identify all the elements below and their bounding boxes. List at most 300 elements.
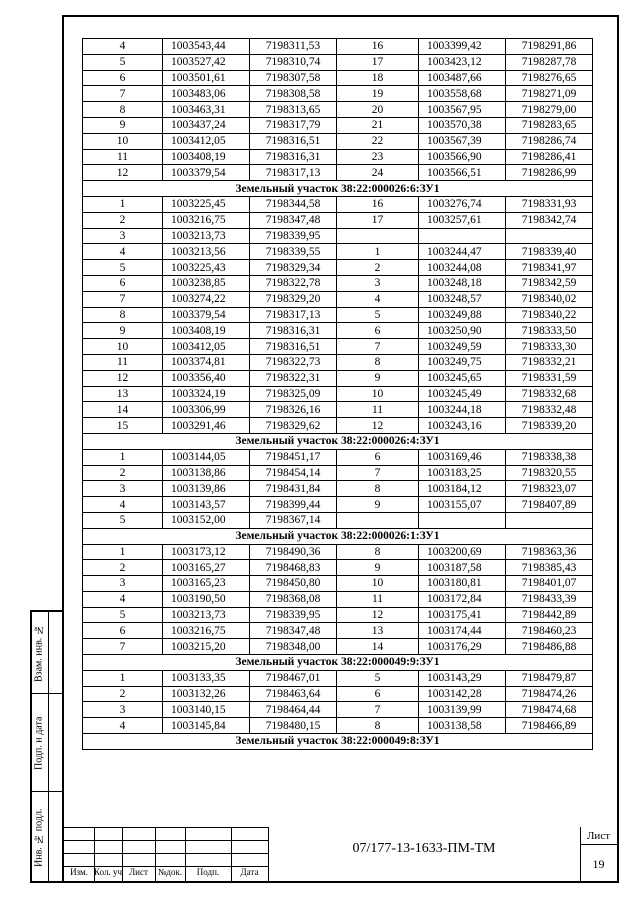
coord-y: 7198310,74 xyxy=(250,54,337,70)
coord-x: 1003216,75 xyxy=(163,623,250,639)
point-number: 1 xyxy=(83,544,163,560)
coord-x: 1003142,28 xyxy=(419,686,506,702)
point-number: 4 xyxy=(83,244,163,260)
table-row xyxy=(83,718,593,734)
side-label-replacement: Взам. инв. № xyxy=(33,624,45,682)
coord-x: 1003190,50 xyxy=(163,591,250,607)
coord-x: 1003138,86 xyxy=(163,465,250,481)
point-number: 10 xyxy=(83,339,163,355)
point-number: 5 xyxy=(337,307,419,323)
coord-x: 1003249,75 xyxy=(419,354,506,370)
point-number: 8 xyxy=(337,544,419,560)
coord-x: 1003175,41 xyxy=(419,607,506,623)
stamp-label-signature: Подп. xyxy=(196,867,220,877)
coord-y: 7198474,26 xyxy=(506,686,593,702)
table-row xyxy=(83,639,593,655)
point-number: 6 xyxy=(337,686,419,702)
coord-y: 7198287,78 xyxy=(506,54,593,70)
coord-y: 7198316,51 xyxy=(250,133,337,149)
coord-y: 7198342,74 xyxy=(506,212,593,228)
table-row xyxy=(83,323,593,339)
coord-x: 1003165,27 xyxy=(163,560,250,576)
coord-x xyxy=(419,228,506,244)
table-row xyxy=(83,370,593,386)
side-label-signature-date: Подп. и дата xyxy=(33,716,45,770)
coord-y: 7198399,44 xyxy=(250,497,337,513)
coord-x: 1003566,51 xyxy=(419,165,506,181)
table-row xyxy=(83,560,593,576)
point-number: 9 xyxy=(337,370,419,386)
coord-y: 7198329,20 xyxy=(250,291,337,307)
coord-x: 1003291,46 xyxy=(163,418,250,434)
point-number: 11 xyxy=(337,402,419,418)
coord-y: 7198332,48 xyxy=(506,402,593,418)
coord-y: 7198460,23 xyxy=(506,623,593,639)
point-number: 9 xyxy=(337,560,419,576)
coord-x: 1003213,73 xyxy=(163,607,250,623)
coord-x: 1003215,20 xyxy=(163,639,250,655)
table-row xyxy=(83,497,593,513)
table-row xyxy=(83,339,593,355)
point-number: 12 xyxy=(337,607,419,623)
point-number: 4 xyxy=(83,497,163,513)
coord-y: 7198317,13 xyxy=(250,165,337,181)
coord-x: 1003274,22 xyxy=(163,291,250,307)
coord-y: 7198333,50 xyxy=(506,323,593,339)
coord-x: 1003379,54 xyxy=(163,165,250,181)
section-header-row xyxy=(83,433,593,449)
point-number: 2 xyxy=(83,212,163,228)
coord-x: 1003139,86 xyxy=(163,481,250,497)
point-number: 2 xyxy=(83,560,163,576)
coord-y: 7198344,58 xyxy=(250,196,337,212)
coord-x: 1003244,47 xyxy=(419,244,506,260)
point-number: 3 xyxy=(337,275,419,291)
table-row xyxy=(83,607,593,623)
table-row xyxy=(83,686,593,702)
coord-y: 7198326,16 xyxy=(250,402,337,418)
stamp-label-doc: №док. xyxy=(157,867,183,877)
table-row xyxy=(83,149,593,165)
coord-x: 1003567,95 xyxy=(419,102,506,118)
point-number: 5 xyxy=(83,607,163,623)
table-row xyxy=(83,386,593,402)
table-row xyxy=(83,291,593,307)
coord-x: 1003249,59 xyxy=(419,339,506,355)
table-row xyxy=(83,244,593,260)
table-row xyxy=(83,512,593,528)
table-row xyxy=(83,670,593,686)
table-row xyxy=(83,623,593,639)
coord-y: 7198339,95 xyxy=(250,228,337,244)
point-number xyxy=(337,228,419,244)
point-number: 5 xyxy=(83,54,163,70)
coord-y: 7198348,00 xyxy=(250,639,337,655)
coord-y: 7198450,80 xyxy=(250,576,337,592)
coord-y: 7198316,51 xyxy=(250,339,337,355)
point-number: 2 xyxy=(337,260,419,276)
coord-x: 1003408,19 xyxy=(163,149,250,165)
section-title: Земельный участок 38:22:000049:8:ЗУ1 xyxy=(83,734,593,750)
coord-y: 7198323,07 xyxy=(506,481,593,497)
coord-y: 7198479,87 xyxy=(506,670,593,686)
coord-y: 7198316,31 xyxy=(250,323,337,339)
point-number: 20 xyxy=(337,102,419,118)
point-number: 8 xyxy=(83,102,163,118)
coord-y: 7198320,55 xyxy=(506,465,593,481)
point-number: 4 xyxy=(337,291,419,307)
table-row xyxy=(83,702,593,718)
coord-x: 1003487,66 xyxy=(419,70,506,86)
point-number: 17 xyxy=(337,54,419,70)
coord-x xyxy=(419,512,506,528)
point-number: 7 xyxy=(83,639,163,655)
coord-y: 7198276,65 xyxy=(506,70,593,86)
point-number: 6 xyxy=(83,70,163,86)
coord-x: 1003187,58 xyxy=(419,560,506,576)
coord-y: 7198339,55 xyxy=(250,244,337,260)
coord-x: 1003437,24 xyxy=(163,117,250,133)
table-row xyxy=(83,307,593,323)
point-number: 7 xyxy=(337,465,419,481)
point-number: 5 xyxy=(83,512,163,528)
coord-x: 1003543,44 xyxy=(163,39,250,55)
point-number: 6 xyxy=(337,323,419,339)
coord-x: 1003216,75 xyxy=(163,212,250,228)
coord-x: 1003172,84 xyxy=(419,591,506,607)
coord-y: 7198311,53 xyxy=(250,39,337,55)
point-number: 19 xyxy=(337,86,419,102)
coord-y: 7198329,34 xyxy=(250,260,337,276)
point-number: 1 xyxy=(83,670,163,686)
table-row xyxy=(83,102,593,118)
coord-y: 7198454,14 xyxy=(250,465,337,481)
stamp-label-date: Дата xyxy=(240,867,259,877)
table-row xyxy=(83,544,593,560)
coord-x: 1003248,18 xyxy=(419,275,506,291)
coord-y: 7198341,97 xyxy=(506,260,593,276)
point-number: 21 xyxy=(337,117,419,133)
point-number: 3 xyxy=(83,576,163,592)
coord-y: 7198317,79 xyxy=(250,117,337,133)
coord-y: 7198339,40 xyxy=(506,244,593,260)
coord-y: 7198322,31 xyxy=(250,370,337,386)
point-number: 13 xyxy=(337,623,419,639)
coord-y: 7198331,59 xyxy=(506,370,593,386)
coord-x: 1003184,12 xyxy=(419,481,506,497)
coord-y: 7198307,58 xyxy=(250,70,337,86)
point-number: 11 xyxy=(83,354,163,370)
stamp-label-count: Кол. уч xyxy=(94,867,122,877)
coord-x: 1003183,25 xyxy=(419,465,506,481)
coord-y: 7198463,64 xyxy=(250,686,337,702)
coord-y: 7198342,59 xyxy=(506,275,593,291)
coord-x: 1003155,07 xyxy=(419,497,506,513)
section-title: Земельный участок 38:22:000026:4:ЗУ1 xyxy=(83,433,593,449)
coord-x: 1003143,29 xyxy=(419,670,506,686)
point-number: 24 xyxy=(337,165,419,181)
coord-x: 1003133,35 xyxy=(163,670,250,686)
point-number: 22 xyxy=(337,133,419,149)
point-number: 6 xyxy=(337,449,419,465)
point-number: 1 xyxy=(83,196,163,212)
point-number: 6 xyxy=(83,275,163,291)
coord-x: 1003306,99 xyxy=(163,402,250,418)
table-row xyxy=(83,418,593,434)
coord-y: 7198407,89 xyxy=(506,497,593,513)
coord-y: 7198316,31 xyxy=(250,149,337,165)
coord-x: 1003152,00 xyxy=(163,512,250,528)
point-number: 7 xyxy=(337,339,419,355)
coord-x: 1003501,61 xyxy=(163,70,250,86)
coord-x: 1003558,68 xyxy=(419,86,506,102)
table-row xyxy=(83,54,593,70)
coord-y: 7198308,58 xyxy=(250,86,337,102)
coord-y xyxy=(506,228,593,244)
section-title: Земельный участок 38:22:000026:1:ЗУ1 xyxy=(83,528,593,544)
table-row xyxy=(83,275,593,291)
coord-x: 1003408,19 xyxy=(163,323,250,339)
point-number: 2 xyxy=(83,465,163,481)
coord-x: 1003324,19 xyxy=(163,386,250,402)
coord-x: 1003483,06 xyxy=(163,86,250,102)
coord-x: 1003238,85 xyxy=(163,275,250,291)
coord-x: 1003180,81 xyxy=(419,576,506,592)
section-header-row xyxy=(83,734,593,750)
coord-x: 1003412,05 xyxy=(163,339,250,355)
coord-x: 1003244,08 xyxy=(419,260,506,276)
point-number: 13 xyxy=(83,386,163,402)
coord-x: 1003249,88 xyxy=(419,307,506,323)
coord-y: 7198286,74 xyxy=(506,133,593,149)
coord-x: 1003165,23 xyxy=(163,576,250,592)
point-number: 11 xyxy=(337,591,419,607)
point-number: 4 xyxy=(83,39,163,55)
coord-x: 1003379,54 xyxy=(163,307,250,323)
table-row xyxy=(83,70,593,86)
coord-x: 1003570,38 xyxy=(419,117,506,133)
point-number: 2 xyxy=(83,686,163,702)
point-number: 11 xyxy=(83,149,163,165)
coord-y: 7198291,86 xyxy=(506,39,593,55)
coord-x: 1003145,84 xyxy=(163,718,250,734)
coord-y: 7198468,83 xyxy=(250,560,337,576)
side-label-inventory: Инв. № подл. xyxy=(33,808,45,867)
table-row xyxy=(83,196,593,212)
sheet-number: 19 xyxy=(592,857,605,871)
stamp-label-change: Изм. xyxy=(70,867,88,877)
coord-y: 7198467,01 xyxy=(250,670,337,686)
point-number: 7 xyxy=(83,86,163,102)
table-row xyxy=(83,39,593,55)
point-number: 5 xyxy=(337,670,419,686)
coord-y: 7198283,65 xyxy=(506,117,593,133)
table-row xyxy=(83,212,593,228)
point-number: 16 xyxy=(337,196,419,212)
point-number: 23 xyxy=(337,149,419,165)
sheet-label: Лист xyxy=(586,830,611,842)
coord-x: 1003356,40 xyxy=(163,370,250,386)
table-row xyxy=(83,465,593,481)
coord-x: 1003213,73 xyxy=(163,228,250,244)
table-row xyxy=(83,481,593,497)
point-number: 14 xyxy=(83,402,163,418)
point-number: 8 xyxy=(337,354,419,370)
coord-x: 1003245,49 xyxy=(419,386,506,402)
point-number: 4 xyxy=(83,718,163,734)
document-code: 07/177-13-1633-ПМ-ТМ xyxy=(352,841,496,856)
point-number: 18 xyxy=(337,70,419,86)
coord-y: 7198486,88 xyxy=(506,639,593,655)
coord-y: 7198333,30 xyxy=(506,339,593,355)
coord-y: 7198322,78 xyxy=(250,275,337,291)
coord-x: 1003200,69 xyxy=(419,544,506,560)
coord-y: 7198317,13 xyxy=(250,307,337,323)
coord-y: 7198464,44 xyxy=(250,702,337,718)
section-title: Земельный участок 38:22:000026:6:ЗУ1 xyxy=(83,181,593,197)
coord-x: 1003225,43 xyxy=(163,260,250,276)
coord-y: 7198339,95 xyxy=(250,607,337,623)
coord-x: 1003248,57 xyxy=(419,291,506,307)
coord-y: 7198385,43 xyxy=(506,560,593,576)
point-number: 7 xyxy=(83,291,163,307)
coord-x: 1003138,58 xyxy=(419,718,506,734)
coord-x: 1003399,42 xyxy=(419,39,506,55)
coord-y: 7198368,08 xyxy=(250,591,337,607)
point-number: 8 xyxy=(83,307,163,323)
point-number: 3 xyxy=(83,481,163,497)
coord-y: 7198401,07 xyxy=(506,576,593,592)
table-row xyxy=(83,260,593,276)
point-number: 9 xyxy=(337,497,419,513)
coord-y: 7198325,09 xyxy=(250,386,337,402)
table-row xyxy=(83,354,593,370)
coord-y: 7198329,62 xyxy=(250,418,337,434)
coord-x: 1003566,90 xyxy=(419,149,506,165)
point-number: 12 xyxy=(83,165,163,181)
coord-y: 7198339,20 xyxy=(506,418,593,434)
point-number: 6 xyxy=(83,623,163,639)
coord-y xyxy=(506,512,593,528)
point-number: 15 xyxy=(83,418,163,434)
coord-x: 1003412,05 xyxy=(163,133,250,149)
point-number: 4 xyxy=(83,591,163,607)
point-number: 12 xyxy=(83,370,163,386)
point-number: 3 xyxy=(83,702,163,718)
section-header-row xyxy=(83,181,593,197)
coord-y: 7198347,48 xyxy=(250,212,337,228)
coord-x: 1003423,12 xyxy=(419,54,506,70)
side-stamp xyxy=(30,610,64,883)
point-number: 1 xyxy=(337,244,419,260)
table-row xyxy=(83,117,593,133)
coord-y: 7198313,65 xyxy=(250,102,337,118)
point-number: 5 xyxy=(83,260,163,276)
coord-x: 1003173,12 xyxy=(163,544,250,560)
coord-x: 1003245,65 xyxy=(419,370,506,386)
coord-y: 7198286,99 xyxy=(506,165,593,181)
coord-x: 1003257,61 xyxy=(419,212,506,228)
coord-x: 1003143,57 xyxy=(163,497,250,513)
section-header-row xyxy=(83,528,593,544)
coord-y: 7198271,09 xyxy=(506,86,593,102)
point-number: 10 xyxy=(337,576,419,592)
coord-x: 1003144,05 xyxy=(163,449,250,465)
stamp-label-sheet: Лист xyxy=(129,867,148,877)
section-header-row xyxy=(83,655,593,671)
point-number: 9 xyxy=(83,117,163,133)
coord-y: 7198433,39 xyxy=(506,591,593,607)
coord-x: 1003225,45 xyxy=(163,196,250,212)
coord-y: 7198340,22 xyxy=(506,307,593,323)
coord-x: 1003463,31 xyxy=(163,102,250,118)
point-number: 12 xyxy=(337,418,419,434)
coord-x: 1003243,16 xyxy=(419,418,506,434)
point-number: 10 xyxy=(337,386,419,402)
coord-x: 1003567,39 xyxy=(419,133,506,149)
point-number: 9 xyxy=(83,323,163,339)
table-row xyxy=(83,133,593,149)
table-row xyxy=(83,86,593,102)
coord-x: 1003213,56 xyxy=(163,244,250,260)
coord-x: 1003250,90 xyxy=(419,323,506,339)
coord-y: 7198279,00 xyxy=(506,102,593,118)
point-number: 8 xyxy=(337,481,419,497)
point-number: 7 xyxy=(337,702,419,718)
point-number xyxy=(337,512,419,528)
point-number: 3 xyxy=(83,228,163,244)
coord-y: 7198331,93 xyxy=(506,196,593,212)
coord-y: 7198338,38 xyxy=(506,449,593,465)
coord-x: 1003176,29 xyxy=(419,639,506,655)
coord-y: 7198332,68 xyxy=(506,386,593,402)
coord-y: 7198490,36 xyxy=(250,544,337,560)
coord-y: 7198466,89 xyxy=(506,718,593,734)
coord-x: 1003140,15 xyxy=(163,702,250,718)
coord-x: 1003169,46 xyxy=(419,449,506,465)
coord-x: 1003139,99 xyxy=(419,702,506,718)
coord-x: 1003374,81 xyxy=(163,354,250,370)
coord-y: 7198474,68 xyxy=(506,702,593,718)
coord-y: 7198322,73 xyxy=(250,354,337,370)
coord-y: 7198367,14 xyxy=(250,512,337,528)
table-row xyxy=(83,591,593,607)
table-row xyxy=(83,576,593,592)
coord-y: 7198347,48 xyxy=(250,623,337,639)
coord-y: 7198340,02 xyxy=(506,291,593,307)
coord-y: 7198480,15 xyxy=(250,718,337,734)
section-title: Земельный участок 38:22:000049:9:ЗУ1 xyxy=(83,655,593,671)
point-number: 8 xyxy=(337,718,419,734)
point-number: 10 xyxy=(83,133,163,149)
point-number: 1 xyxy=(83,449,163,465)
table-row xyxy=(83,165,593,181)
coord-x: 1003527,42 xyxy=(163,54,250,70)
coord-x: 1003132,26 xyxy=(163,686,250,702)
coord-x: 1003276,74 xyxy=(419,196,506,212)
table-row xyxy=(83,402,593,418)
coord-x: 1003174,44 xyxy=(419,623,506,639)
coord-y: 7198431,84 xyxy=(250,481,337,497)
coord-y: 7198451,17 xyxy=(250,449,337,465)
coord-y: 7198442,89 xyxy=(506,607,593,623)
coord-y: 7198286,41 xyxy=(506,149,593,165)
point-number: 17 xyxy=(337,212,419,228)
point-number: 14 xyxy=(337,639,419,655)
title-block xyxy=(64,827,617,882)
coord-x: 1003244,18 xyxy=(419,402,506,418)
table-row xyxy=(83,228,593,244)
